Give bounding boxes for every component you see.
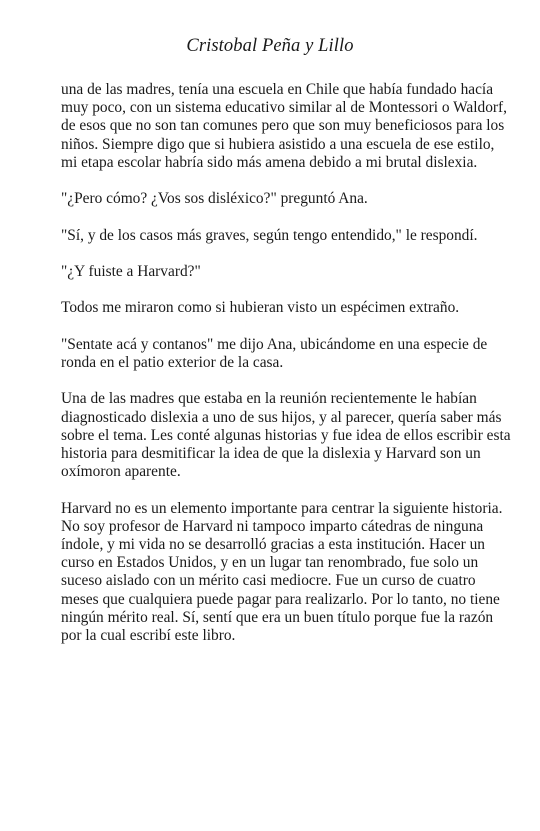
paragraph-7: Una de las madres que estaba en la reunión recientemente le habían diagnosticado dislexia a uno de sus hijos, y al parecer, quería saber más sobre el tema. Les conté algunas historias y fue idea de ellos escribir esta historia para desmitificar la idea de que la dislexia y Harvard son un oxímoron aparente. bbox=[61, 390, 511, 481]
paragraph-8: Harvard no es un elemento importante para centrar la siguiente historia. No soy profesor de Harvard ni tampoco imparto cátedras de ninguna índole, y mi vida no se desarrolló gracias a esta institución. Hacer un curso en Estados Unidos, y en un lugar tan renombrado, fue solo un suceso aislado con un mérito casi mediocre. Fue un curso de cuatro meses que cualquiera puede pagar para realizarlo. Por lo tanto, no tiene ningún mérito real. Sí, sentí que era un buen título porque fue la razón por la cual escribí este libro. bbox=[61, 499, 503, 644]
paragraph-3: "Sí, y de los casos más graves, según tengo entendido," le respondí. bbox=[61, 226, 478, 244]
page-body bbox=[61, 81, 511, 663]
paragraph-2: "¿Pero cómo? ¿Vos sos disléxico?" preguntó Ana. bbox=[61, 190, 368, 208]
paragraph-6: "Sentate acá y contanos" me dijo Ana, ubicándome en una especie de ronda en el patio exterior de la casa. bbox=[61, 335, 488, 371]
paragraph-1: una de las madres, tenía una escuela en Chile que había fundado hacía muy poco, con un sistema educativo similar al de Montessori o Waldorf, de esos que no son tan comunes pero que son muy beneficiosos para los niños. Siempre digo que si hubiera asistido a una escuela de ese estilo, mi etapa escolar habría sido más amena debido a mi brutal dislexia. bbox=[61, 81, 507, 171]
paragraph-5: Todos me miraron como si hubieran visto un espécimen extraño. bbox=[61, 299, 460, 317]
paragraph-4: "¿Y fuiste a Harvard?" bbox=[61, 262, 201, 280]
running-header: Cristobal Peña y Lillo bbox=[186, 36, 354, 56]
